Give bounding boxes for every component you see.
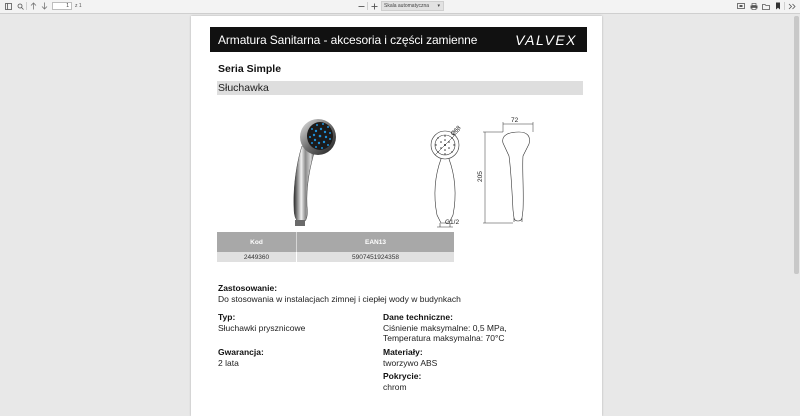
brand-title: Armatura Sanitarna - akcesoria i części zamienne [218, 33, 478, 47]
pokrycie-text: chrom [383, 381, 407, 392]
zoom-select[interactable] [381, 1, 444, 11]
gwarancja-text: 2 lata [218, 357, 239, 368]
brand-logo: VALVEX [515, 32, 577, 48]
zoom-out-icon[interactable] [356, 1, 366, 11]
materialy-heading: Materiały: [383, 347, 423, 357]
table-header-ean: EAN13 [297, 232, 455, 252]
pokrycie-heading: Pokrycie: [383, 371, 422, 381]
pokrycie-block [383, 371, 421, 392]
zoom-select-value: Skala automatyczna [384, 3, 430, 9]
zastosowanie-block [218, 283, 461, 304]
typ-heading: Typ: [218, 312, 236, 322]
typ-text: Słuchawki prysznicowe [218, 322, 306, 333]
presentation-icon[interactable] [736, 1, 746, 11]
table-header-kod: Kod [217, 232, 297, 252]
dane-techniczne-block [383, 312, 507, 344]
sidebar-toggle-icon[interactable] [3, 1, 13, 11]
viewer-toolbar [0, 0, 800, 14]
next-page-icon[interactable] [39, 1, 49, 11]
dimension-thread: G1/2 [445, 219, 460, 226]
materialy-text: tworzywo ABS [383, 357, 438, 368]
brand-header [210, 27, 587, 52]
dane-techniczne-heading: Dane techniczne: [383, 312, 453, 322]
tools-icon[interactable] [787, 1, 797, 11]
print-icon[interactable] [749, 1, 759, 11]
chevron-down-icon: ▾ [437, 3, 440, 9]
table-cell-ean: 5907451924358 [297, 252, 455, 262]
dane-line-temperature: Temperatura maksymalna: 70°C [383, 333, 505, 343]
bookmark-icon[interactable] [773, 1, 783, 11]
page-count-label: z 1 [75, 3, 82, 9]
product-codes-table [217, 232, 454, 262]
search-icon[interactable] [15, 1, 25, 11]
pdf-page [191, 16, 602, 416]
gwarancja-heading: Gwarancja: [218, 347, 264, 357]
zastosowanie-text: Do stosowania w instalacjach zimnej i ciepłej wody w budynkach [218, 293, 461, 304]
gwarancja-block [218, 347, 264, 368]
technical-drawing [423, 110, 543, 230]
table-cell-kod: 2449360 [217, 252, 297, 262]
section-heading [217, 81, 583, 95]
zastosowanie-heading: Zastosowanie: [218, 283, 278, 293]
shower-head-photo [285, 116, 345, 228]
previous-page-icon[interactable] [28, 1, 38, 11]
typ-block [218, 312, 305, 333]
materialy-block [383, 347, 437, 368]
table-row [217, 252, 454, 262]
zoom-in-icon[interactable] [369, 1, 379, 11]
page-number-input[interactable] [52, 2, 72, 10]
dane-line-pressure: Ciśnienie maksymalne: 0,5 MPa, [383, 322, 507, 333]
dimension-width: 72 [511, 117, 519, 124]
open-file-icon[interactable] [761, 1, 771, 11]
dimension-diameter: Ø68 [450, 125, 463, 138]
series-title: Seria Simple [218, 63, 282, 75]
vertical-scrollbar[interactable] [793, 14, 800, 402]
section-heading-label: Słuchawka [218, 82, 269, 94]
dimension-height: 205 [477, 171, 484, 182]
scrollbar-thumb[interactable] [794, 16, 799, 274]
